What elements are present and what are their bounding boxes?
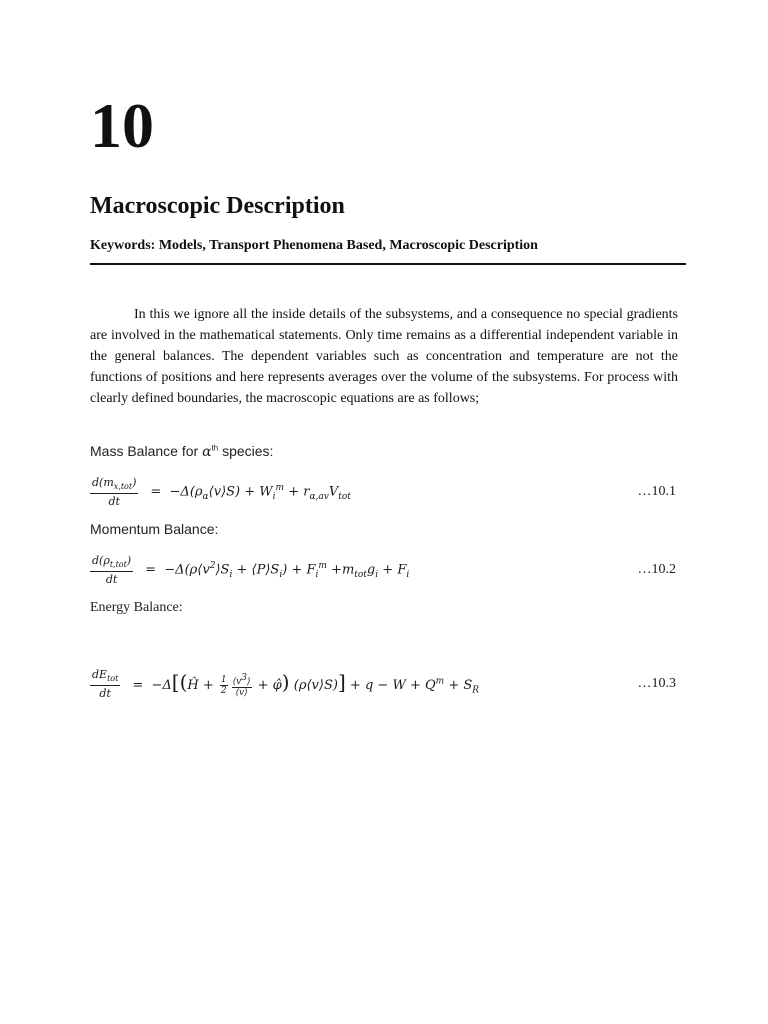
equation-mass-balance [90, 472, 676, 512]
lhs-fraction: $\frac{dE_{tot}}{dt}$ [92, 668, 119, 700]
momentum-balance-label: Momentum Balance: [90, 521, 219, 537]
lhs-fraction: $\frac{d(m_{x,tot})}{dt}$ [92, 476, 137, 508]
equation-number: …10.2 [637, 562, 676, 577]
chapter-title: Macroscopic Description [90, 193, 345, 219]
equation-number: …10.1 [637, 484, 676, 499]
lhs-fraction: $\frac{d(\rho_{t,tot})}{dt}$ [92, 554, 132, 586]
equation-momentum-balance [90, 550, 676, 590]
energy-balance-label: Energy Balance: [90, 600, 183, 615]
mass-balance-label: Mass Balance for $\alpha^{th}$ species: [90, 443, 274, 460]
chapter-number: 10 [90, 90, 154, 161]
equation-rhs: = $-\Delta(\rho_\alpha⟨v⟩S) + W_i^m + r_{\alpha,av}V_{tot}$ [150, 482, 351, 502]
intro-paragraph: In this we ignore all the inside details of the subsystems, and a consequence no special gradients are involved in the mathematical statements. Only time remains as a differential independent variable in the general balances. The dependent variables such as concentration and temperature are not the functions of positions and here represents averages over the volume of the subsystems. For process with clearly defined boundaries, the macroscopic equations are as follows; [90, 307, 678, 406]
equation-energy-balance [90, 664, 676, 704]
equation-rhs: = −Δ[(Ĥ + $\frac{1}{2}$ $\frac{⟨v^3⟩}{⟨v⟩}$ + φ̂) (ρ⟨v⟩S)] + $q - W + Q^m + S_R$ [132, 670, 480, 698]
equation-number: …10.3 [637, 676, 676, 691]
keywords-line: Keywords: Models, Transport Phenomena Based, Macroscopic Description [90, 238, 538, 253]
title-rule [90, 263, 686, 265]
equation-rhs: = $-\Delta(\rho⟨v^2⟩S_i$ + $⟨P⟩S_i) + F_i^m +m_{tot}g_i + F_i$ [145, 560, 410, 580]
